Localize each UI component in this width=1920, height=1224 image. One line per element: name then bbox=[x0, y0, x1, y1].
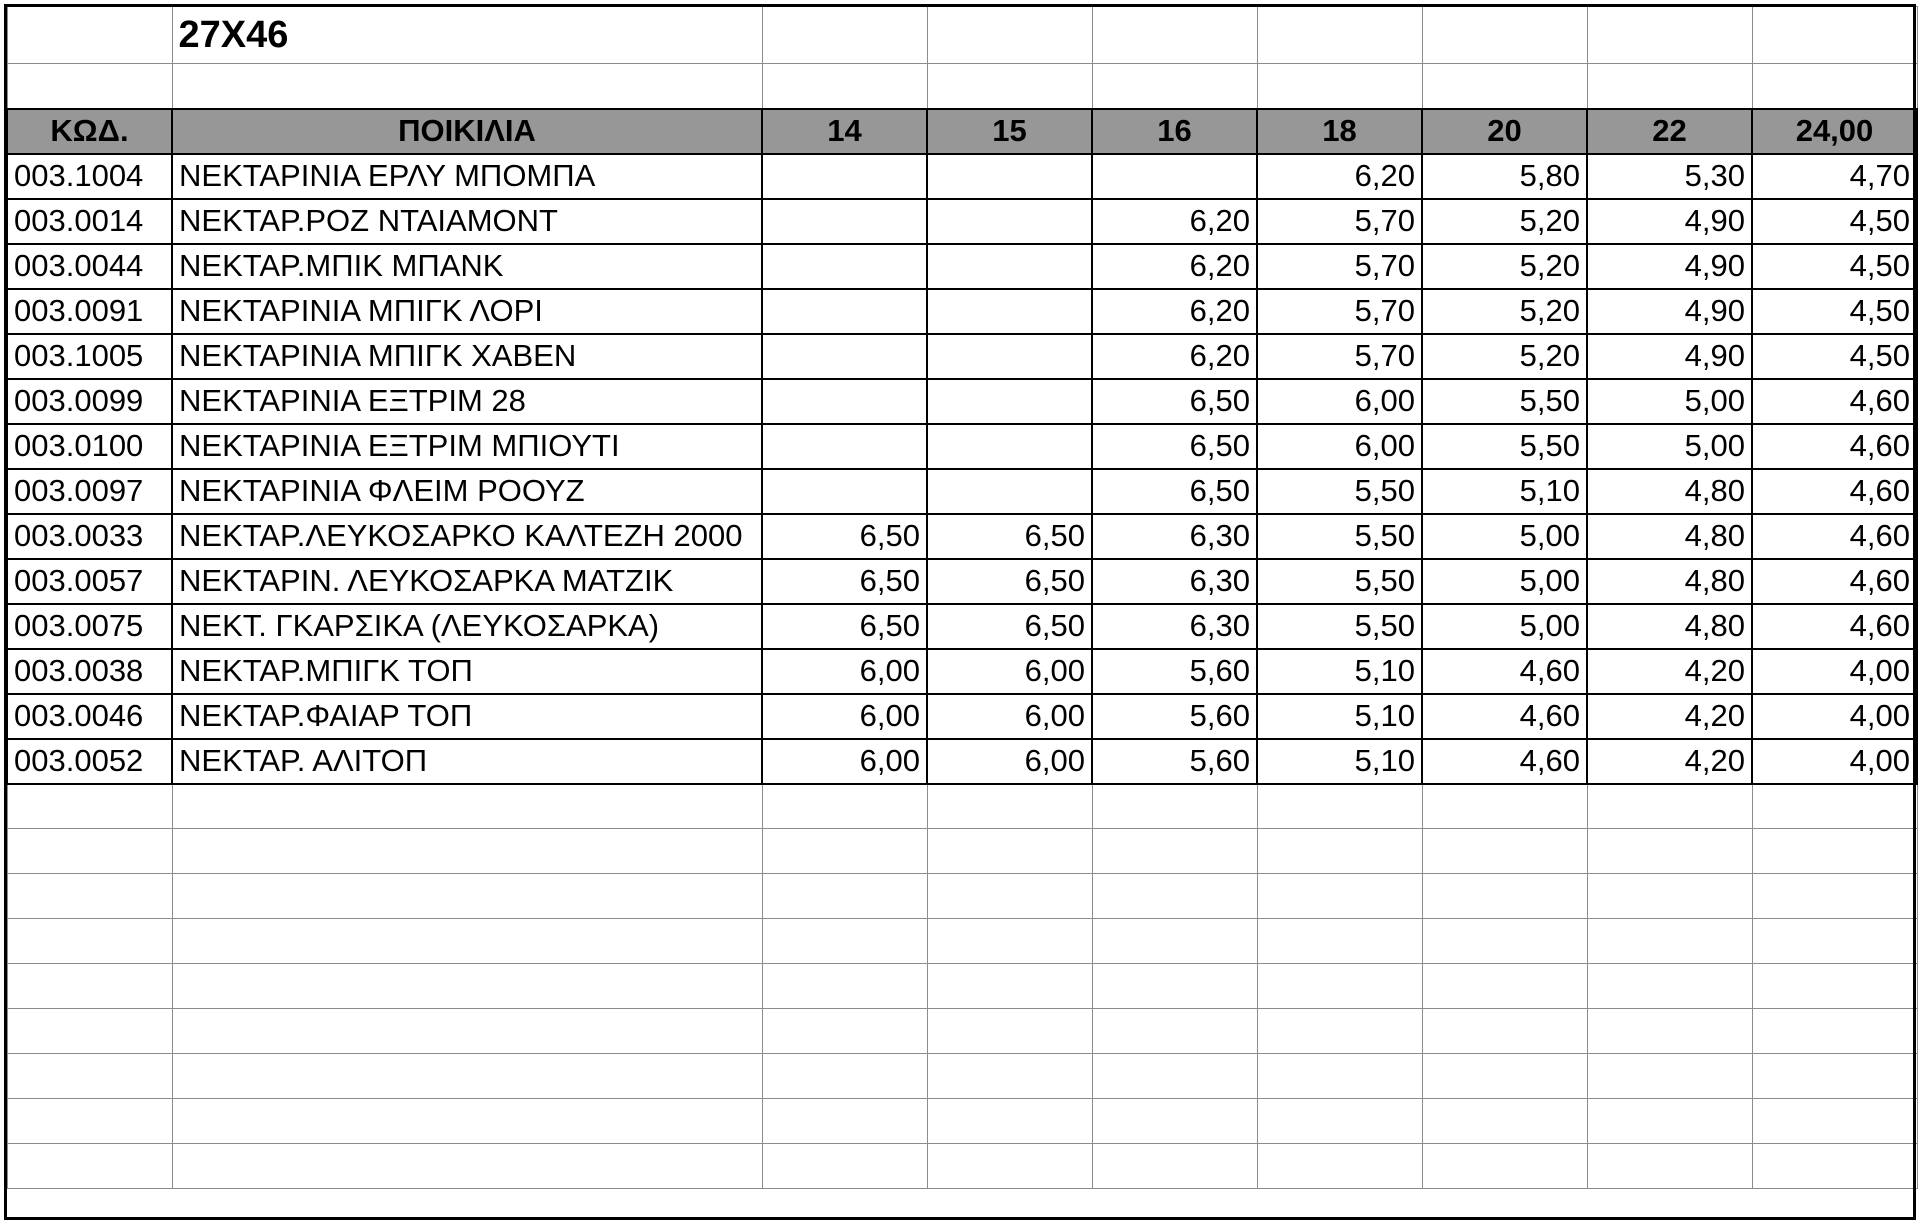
price-cell[interactable] bbox=[927, 289, 1092, 334]
price-cell[interactable]: 4,60 bbox=[1422, 649, 1587, 694]
price-cell[interactable]: 5,50 bbox=[1257, 469, 1422, 514]
code-cell[interactable]: 003.0099 bbox=[7, 379, 172, 424]
cell[interactable] bbox=[7, 964, 172, 1009]
empty-row bbox=[7, 1099, 1917, 1144]
price-cell[interactable]: 5,00 bbox=[1422, 604, 1587, 649]
price-cell[interactable]: 4,60 bbox=[1752, 469, 1917, 514]
price-cell[interactable]: 6,30 bbox=[1092, 559, 1257, 604]
price-cell[interactable]: 5,70 bbox=[1257, 244, 1422, 289]
empty-row bbox=[7, 964, 1917, 1009]
cell[interactable] bbox=[1752, 1144, 1917, 1189]
price-cell[interactable]: 4,90 bbox=[1587, 289, 1752, 334]
cell[interactable] bbox=[1752, 784, 1917, 829]
price-cell[interactable]: 5,80 bbox=[1422, 154, 1587, 199]
cell[interactable] bbox=[7, 7, 172, 64]
price-cell[interactable]: 4,90 bbox=[1587, 244, 1752, 289]
column-header-variety[interactable]: ΠΟΙΚΙΛΙΑ bbox=[172, 109, 762, 154]
price-cell[interactable]: 5,00 bbox=[1422, 514, 1587, 559]
price-cell[interactable]: 6,00 bbox=[927, 739, 1092, 784]
cell[interactable] bbox=[1587, 829, 1752, 874]
cell[interactable] bbox=[762, 874, 927, 919]
cell[interactable] bbox=[927, 784, 1092, 829]
empty-row bbox=[7, 1054, 1917, 1099]
cell[interactable] bbox=[1257, 964, 1422, 1009]
price-cell[interactable]: 6,50 bbox=[1092, 379, 1257, 424]
price-cell[interactable] bbox=[927, 154, 1092, 199]
cell[interactable] bbox=[1092, 1054, 1257, 1099]
header-row bbox=[7, 109, 1917, 154]
cell[interactable] bbox=[1092, 874, 1257, 919]
price-cell[interactable]: 5,10 bbox=[1257, 739, 1422, 784]
cell[interactable] bbox=[1752, 1009, 1917, 1054]
cell[interactable] bbox=[927, 7, 1092, 64]
price-cell[interactable]: 6,20 bbox=[1092, 244, 1257, 289]
price-cell[interactable]: 4,00 bbox=[1752, 649, 1917, 694]
column-header-size-24[interactable]: 24,00 bbox=[1752, 109, 1917, 154]
price-cell[interactable] bbox=[927, 379, 1092, 424]
cell[interactable] bbox=[172, 829, 762, 874]
table-row bbox=[7, 154, 1917, 199]
code-cell[interactable]: 003.0097 bbox=[7, 469, 172, 514]
empty-row bbox=[7, 1009, 1917, 1054]
cell[interactable] bbox=[1092, 7, 1257, 64]
price-cell[interactable]: 6,30 bbox=[1092, 514, 1257, 559]
variety-cell[interactable]: ΝΕΚΤΑΡ.ΜΠΙΓΚ ΤΟΠ bbox=[172, 649, 762, 694]
price-cell[interactable]: 6,50 bbox=[1092, 424, 1257, 469]
variety-cell[interactable]: ΝΕΚΤΑΡΙΝΙΑ ΕΡΛΥ ΜΠΟΜΠΑ bbox=[172, 154, 762, 199]
price-cell[interactable]: 6,50 bbox=[762, 559, 927, 604]
price-cell[interactable]: 4,50 bbox=[1752, 244, 1917, 289]
cell[interactable] bbox=[1752, 964, 1917, 1009]
price-cell[interactable]: 6,00 bbox=[927, 694, 1092, 739]
cell[interactable] bbox=[762, 964, 927, 1009]
cell[interactable] bbox=[172, 784, 762, 829]
price-cell[interactable]: 5,10 bbox=[1257, 649, 1422, 694]
empty-row bbox=[7, 829, 1917, 874]
cell[interactable] bbox=[1422, 7, 1587, 64]
price-cell[interactable]: 5,50 bbox=[1257, 514, 1422, 559]
column-header-code[interactable]: ΚΩΔ. bbox=[7, 109, 172, 154]
cell[interactable] bbox=[1422, 964, 1587, 1009]
code-cell[interactable]: 003.0046 bbox=[7, 694, 172, 739]
cell[interactable] bbox=[1257, 874, 1422, 919]
cell[interactable] bbox=[7, 1144, 172, 1189]
price-cell[interactable]: 6,50 bbox=[927, 604, 1092, 649]
price-cell[interactable]: 4,70 bbox=[1752, 154, 1917, 199]
cell[interactable] bbox=[7, 64, 172, 109]
price-cell[interactable]: 4,60 bbox=[1752, 514, 1917, 559]
price-cell[interactable]: 4,20 bbox=[1587, 649, 1752, 694]
price-cell[interactable]: 6,00 bbox=[762, 694, 927, 739]
price-cell[interactable] bbox=[762, 469, 927, 514]
price-cell[interactable] bbox=[762, 289, 927, 334]
price-cell[interactable] bbox=[927, 334, 1092, 379]
cell[interactable] bbox=[1752, 64, 1917, 109]
cell[interactable] bbox=[1257, 64, 1422, 109]
cell[interactable] bbox=[1587, 874, 1752, 919]
table-row bbox=[7, 559, 1917, 604]
cell[interactable] bbox=[7, 829, 172, 874]
code-cell[interactable]: 003.0057 bbox=[7, 559, 172, 604]
table-row bbox=[7, 199, 1917, 244]
empty-row bbox=[7, 784, 1917, 829]
variety-cell[interactable]: ΝΕΚΤΑΡΙΝΙΑ ΜΠΙΓΚ ΧΑΒΕΝ bbox=[172, 334, 762, 379]
price-cell[interactable] bbox=[762, 199, 927, 244]
variety-cell[interactable]: ΝΕΚΤΑΡ.ΦΑΙΑΡ ΤΟΠ bbox=[172, 694, 762, 739]
price-cell[interactable]: 4,60 bbox=[1752, 379, 1917, 424]
variety-cell[interactable]: ΝΕΚΤΑΡ. ΑΛΙΤΟΠ bbox=[172, 739, 762, 784]
price-cell[interactable]: 5,50 bbox=[1422, 379, 1587, 424]
cell[interactable] bbox=[1752, 1099, 1917, 1144]
price-cell[interactable]: 4,60 bbox=[1752, 424, 1917, 469]
cell[interactable] bbox=[1092, 1099, 1257, 1144]
sheet-title[interactable]: 27X46 bbox=[172, 7, 762, 64]
price-cell[interactable]: 5,60 bbox=[1092, 649, 1257, 694]
price-cell[interactable] bbox=[1092, 154, 1257, 199]
table-row bbox=[7, 289, 1917, 334]
cell[interactable] bbox=[1422, 784, 1587, 829]
variety-cell[interactable]: ΝΕΚΤ. ΓΚΑΡΣΙΚΑ (ΛΕΥΚΟΣΑΡΚΑ) bbox=[172, 604, 762, 649]
cell[interactable] bbox=[1257, 1099, 1422, 1144]
cell[interactable] bbox=[1422, 919, 1587, 964]
price-cell[interactable]: 6,50 bbox=[927, 559, 1092, 604]
cell[interactable] bbox=[1587, 1009, 1752, 1054]
cell[interactable] bbox=[1752, 7, 1917, 64]
price-cell[interactable]: 6,20 bbox=[1092, 289, 1257, 334]
table-row bbox=[7, 649, 1917, 694]
code-cell[interactable]: 003.1004 bbox=[7, 154, 172, 199]
price-cell[interactable]: 4,90 bbox=[1587, 334, 1752, 379]
price-cell[interactable]: 6,00 bbox=[927, 649, 1092, 694]
table-row bbox=[7, 694, 1917, 739]
price-cell[interactable]: 4,20 bbox=[1587, 739, 1752, 784]
cell[interactable] bbox=[1257, 829, 1422, 874]
spacer-row bbox=[7, 64, 1917, 109]
cell[interactable] bbox=[762, 1144, 927, 1189]
cell[interactable] bbox=[762, 1054, 927, 1099]
cell[interactable] bbox=[1422, 829, 1587, 874]
variety-cell[interactable]: ΝΕΚΤΑΡ.ΡΟΖ ΝΤΑΙΑΜΟΝΤ bbox=[172, 199, 762, 244]
cell[interactable] bbox=[927, 964, 1092, 1009]
price-cell[interactable]: 6,00 bbox=[1257, 379, 1422, 424]
cell[interactable] bbox=[1257, 7, 1422, 64]
price-cell[interactable]: 4,60 bbox=[1422, 694, 1587, 739]
cell[interactable] bbox=[7, 784, 172, 829]
cell[interactable] bbox=[1587, 64, 1752, 109]
price-cell[interactable]: 5,50 bbox=[1257, 604, 1422, 649]
price-cell[interactable]: 4,50 bbox=[1752, 289, 1917, 334]
price-cell[interactable]: 6,50 bbox=[927, 514, 1092, 559]
empty-row bbox=[7, 919, 1917, 964]
price-cell[interactable]: 5,60 bbox=[1092, 694, 1257, 739]
price-cell[interactable]: 6,30 bbox=[1092, 604, 1257, 649]
column-header-size-20[interactable]: 20 bbox=[1422, 109, 1587, 154]
price-cell[interactable]: 4,50 bbox=[1752, 199, 1917, 244]
cell[interactable] bbox=[1257, 1009, 1422, 1054]
variety-cell[interactable]: ΝΕΚΤΑΡΙΝΙΑ ΕΞΤΡΙΜ ΜΠΙΟΥΤΙ bbox=[172, 424, 762, 469]
cell[interactable] bbox=[927, 1054, 1092, 1099]
price-cell[interactable]: 5,20 bbox=[1422, 334, 1587, 379]
price-cell[interactable] bbox=[762, 334, 927, 379]
column-header-size-22[interactable]: 22 bbox=[1587, 109, 1752, 154]
cell[interactable] bbox=[7, 1099, 172, 1144]
price-cell[interactable]: 6,20 bbox=[1092, 199, 1257, 244]
table-row bbox=[7, 604, 1917, 649]
cell[interactable] bbox=[172, 1144, 762, 1189]
cell[interactable] bbox=[927, 64, 1092, 109]
code-cell[interactable]: 003.0091 bbox=[7, 289, 172, 334]
cell[interactable] bbox=[762, 784, 927, 829]
code-cell[interactable]: 003.0052 bbox=[7, 739, 172, 784]
cell[interactable] bbox=[1257, 784, 1422, 829]
variety-cell[interactable]: ΝΕΚΤΑΡ.ΛΕΥΚΟΣΑΡΚΟ ΚΑΛΤΕΖΗ 2000 bbox=[172, 514, 762, 559]
price-cell[interactable] bbox=[762, 154, 927, 199]
price-cell[interactable]: 4,60 bbox=[1752, 559, 1917, 604]
cell[interactable] bbox=[1752, 919, 1917, 964]
cell[interactable] bbox=[927, 919, 1092, 964]
cell[interactable] bbox=[172, 874, 762, 919]
price-cell[interactable] bbox=[927, 199, 1092, 244]
cell[interactable] bbox=[1752, 874, 1917, 919]
price-cell[interactable]: 5,20 bbox=[1422, 199, 1587, 244]
price-cell[interactable]: 4,80 bbox=[1587, 559, 1752, 604]
cell[interactable] bbox=[762, 1009, 927, 1054]
cell[interactable] bbox=[1092, 784, 1257, 829]
cell[interactable] bbox=[1587, 784, 1752, 829]
price-cell[interactable]: 5,30 bbox=[1587, 154, 1752, 199]
cell[interactable] bbox=[1257, 919, 1422, 964]
price-cell[interactable]: 5,10 bbox=[1257, 694, 1422, 739]
variety-cell[interactable]: ΝΕΚΤΑΡΙΝ. ΛΕΥΚΟΣΑΡΚΑ ΜΑΤΖΙΚ bbox=[172, 559, 762, 604]
cell[interactable] bbox=[1092, 1144, 1257, 1189]
cell[interactable] bbox=[1257, 1054, 1422, 1099]
price-cell[interactable]: 5,60 bbox=[1092, 739, 1257, 784]
price-cell[interactable]: 5,00 bbox=[1587, 379, 1752, 424]
cell[interactable] bbox=[927, 1144, 1092, 1189]
price-cell[interactable] bbox=[927, 469, 1092, 514]
price-cell[interactable]: 5,20 bbox=[1422, 289, 1587, 334]
cell[interactable] bbox=[172, 964, 762, 1009]
cell[interactable] bbox=[762, 919, 927, 964]
price-cell[interactable]: 4,60 bbox=[1752, 604, 1917, 649]
price-cell[interactable]: 6,50 bbox=[1092, 469, 1257, 514]
cell[interactable] bbox=[762, 64, 927, 109]
cell[interactable] bbox=[927, 1099, 1092, 1144]
cell[interactable] bbox=[1422, 1054, 1587, 1099]
price-cell[interactable]: 4,00 bbox=[1752, 694, 1917, 739]
price-cell[interactable]: 4,80 bbox=[1587, 469, 1752, 514]
table-row bbox=[7, 334, 1917, 379]
price-cell[interactable]: 5,70 bbox=[1257, 289, 1422, 334]
price-cell[interactable] bbox=[762, 379, 927, 424]
price-cell[interactable] bbox=[762, 244, 927, 289]
cell[interactable] bbox=[1092, 64, 1257, 109]
price-cell[interactable]: 4,80 bbox=[1587, 514, 1752, 559]
cell[interactable] bbox=[1092, 1009, 1257, 1054]
price-cell[interactable]: 4,00 bbox=[1752, 739, 1917, 784]
cell[interactable] bbox=[1587, 964, 1752, 1009]
cell[interactable] bbox=[1422, 874, 1587, 919]
variety-cell[interactable]: ΝΕΚΤΑΡΙΝΙΑ ΜΠΙΓΚ ΛΟΡΙ bbox=[172, 289, 762, 334]
price-cell[interactable]: 5,70 bbox=[1257, 199, 1422, 244]
column-header-size-18[interactable]: 18 bbox=[1257, 109, 1422, 154]
code-cell[interactable]: 003.0075 bbox=[7, 604, 172, 649]
cell[interactable] bbox=[172, 1054, 762, 1099]
table-row bbox=[7, 424, 1917, 469]
column-header-size-14[interactable]: 14 bbox=[762, 109, 927, 154]
cell[interactable] bbox=[1752, 1054, 1917, 1099]
cell[interactable] bbox=[1092, 829, 1257, 874]
cell[interactable] bbox=[1752, 829, 1917, 874]
title-row bbox=[7, 7, 1917, 64]
table-row bbox=[7, 379, 1917, 424]
table-row bbox=[7, 244, 1917, 289]
cell[interactable] bbox=[927, 1009, 1092, 1054]
cell[interactable] bbox=[1092, 919, 1257, 964]
price-cell[interactable]: 4,80 bbox=[1587, 604, 1752, 649]
code-cell[interactable]: 003.1005 bbox=[7, 334, 172, 379]
price-cell[interactable]: 4,60 bbox=[1422, 739, 1587, 784]
cell[interactable] bbox=[7, 1054, 172, 1099]
table-row bbox=[7, 469, 1917, 514]
column-header-size-15[interactable]: 15 bbox=[927, 109, 1092, 154]
code-cell[interactable]: 003.0033 bbox=[7, 514, 172, 559]
price-cell[interactable]: 6,00 bbox=[762, 649, 927, 694]
cell[interactable] bbox=[1422, 1009, 1587, 1054]
column-header-size-16[interactable]: 16 bbox=[1092, 109, 1257, 154]
cell[interactable] bbox=[172, 1099, 762, 1144]
cell[interactable] bbox=[927, 874, 1092, 919]
cell[interactable] bbox=[1587, 1054, 1752, 1099]
cell[interactable] bbox=[1092, 964, 1257, 1009]
cell[interactable] bbox=[1587, 1099, 1752, 1144]
price-cell[interactable]: 6,50 bbox=[762, 604, 927, 649]
cell[interactable] bbox=[762, 7, 927, 64]
empty-row bbox=[7, 874, 1917, 919]
price-cell[interactable]: 5,10 bbox=[1422, 469, 1587, 514]
cell[interactable] bbox=[927, 829, 1092, 874]
cell[interactable] bbox=[1422, 64, 1587, 109]
cell[interactable] bbox=[1587, 7, 1752, 64]
cell[interactable] bbox=[1257, 1144, 1422, 1189]
table-row bbox=[7, 514, 1917, 559]
price-cell[interactable]: 4,20 bbox=[1587, 694, 1752, 739]
price-cell[interactable] bbox=[927, 244, 1092, 289]
code-cell[interactable]: 003.0044 bbox=[7, 244, 172, 289]
code-cell[interactable]: 003.0038 bbox=[7, 649, 172, 694]
price-cell[interactable]: 5,50 bbox=[1257, 559, 1422, 604]
price-cell[interactable]: 5,50 bbox=[1422, 424, 1587, 469]
cell[interactable] bbox=[1422, 1099, 1587, 1144]
cell[interactable] bbox=[7, 919, 172, 964]
price-cell[interactable]: 6,00 bbox=[762, 739, 927, 784]
price-cell[interactable]: 5,70 bbox=[1257, 334, 1422, 379]
cell[interactable] bbox=[172, 1009, 762, 1054]
price-cell[interactable]: 6,20 bbox=[1257, 154, 1422, 199]
price-cell[interactable] bbox=[927, 424, 1092, 469]
price-cell[interactable]: 5,00 bbox=[1422, 559, 1587, 604]
code-cell[interactable]: 003.0100 bbox=[7, 424, 172, 469]
price-cell[interactable]: 6,00 bbox=[1257, 424, 1422, 469]
cell[interactable] bbox=[1422, 1144, 1587, 1189]
variety-cell[interactable]: ΝΕΚΤΑΡ.ΜΠΙΚ ΜΠΑΝΚ bbox=[172, 244, 762, 289]
code-cell[interactable]: 003.0014 bbox=[7, 199, 172, 244]
variety-cell[interactable]: ΝΕΚΤΑΡΙΝΙΑ ΕΞΤΡΙΜ 28 bbox=[172, 379, 762, 424]
variety-cell[interactable]: ΝΕΚΤΑΡΙΝΙΑ ΦΛΕΙΜ ΡΟΟΥΖ bbox=[172, 469, 762, 514]
cell[interactable] bbox=[762, 1099, 927, 1144]
cell[interactable] bbox=[1587, 919, 1752, 964]
price-cell[interactable]: 4,90 bbox=[1587, 199, 1752, 244]
price-cell[interactable]: 4,50 bbox=[1752, 334, 1917, 379]
cell[interactable] bbox=[172, 64, 762, 109]
cell[interactable] bbox=[172, 919, 762, 964]
cell[interactable] bbox=[7, 1009, 172, 1054]
price-cell[interactable]: 5,20 bbox=[1422, 244, 1587, 289]
price-table bbox=[6, 6, 1918, 1189]
table-row bbox=[7, 739, 1917, 784]
cell[interactable] bbox=[762, 829, 927, 874]
cell[interactable] bbox=[7, 874, 172, 919]
cell[interactable] bbox=[1587, 1144, 1752, 1189]
price-cell[interactable]: 5,00 bbox=[1587, 424, 1752, 469]
price-cell[interactable] bbox=[762, 424, 927, 469]
price-cell[interactable]: 6,20 bbox=[1092, 334, 1257, 379]
empty-row bbox=[7, 1144, 1917, 1189]
price-cell[interactable]: 6,50 bbox=[762, 514, 927, 559]
